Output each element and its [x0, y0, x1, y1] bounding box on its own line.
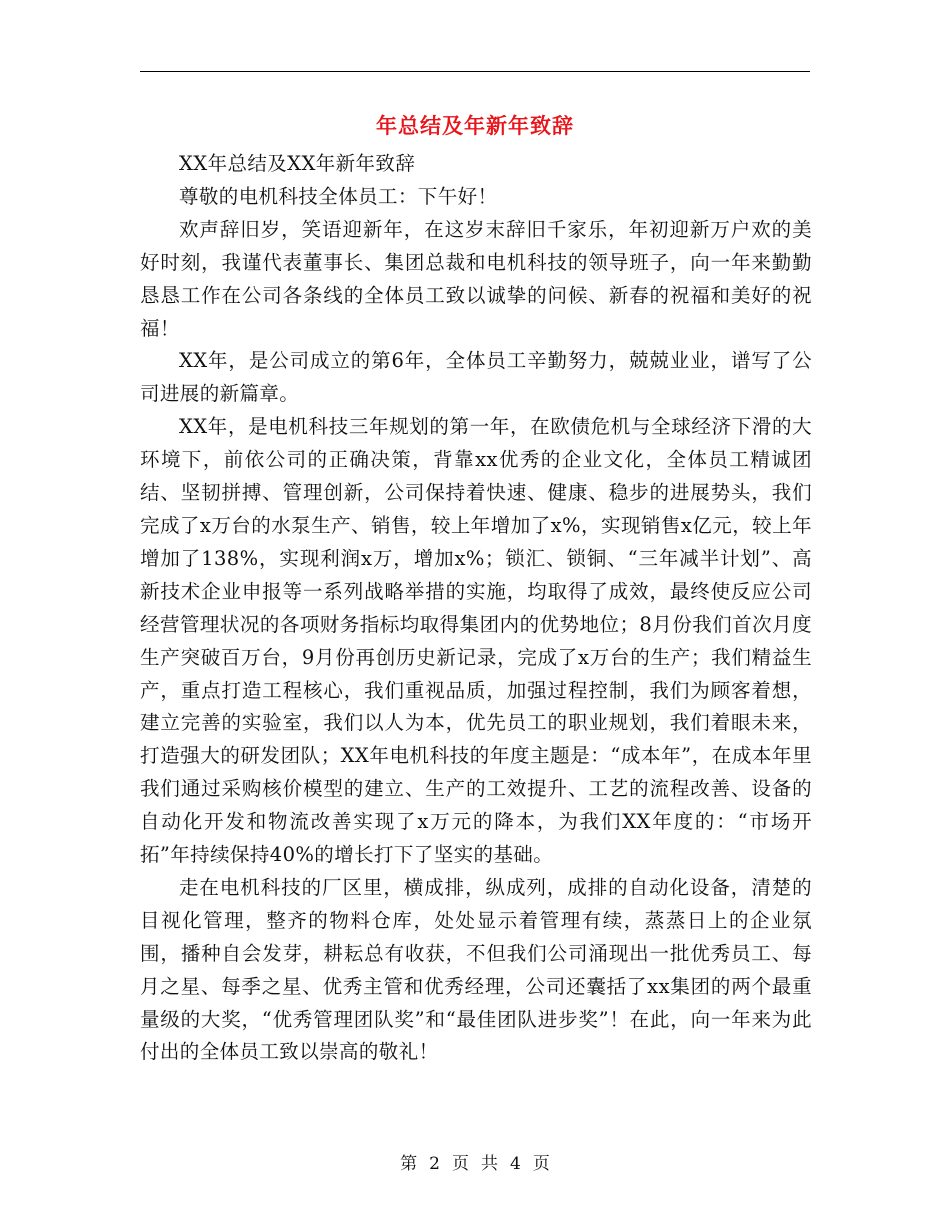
header-rule	[140, 71, 810, 72]
footer-page-suffix: 页	[532, 1154, 550, 1174]
paragraph-greeting: 欢声辞旧岁，笑语迎新年，在这岁末辞旧千家乐，年初迎新万户欢的美好时刻，我谨代表董事长、集团总裁和电机科技的领导班子，向一年来勤勤恳恳工作在公司各条线的全体员工致以诚挚的问候、新春的祝福和美好的祝福！	[140, 217, 812, 340]
document-title: 年总结及年新年致辞	[376, 113, 574, 138]
page-footer	[0, 1152, 950, 1176]
paragraph-sixth-year: XX年，是公司成立的第6年，全体员工辛勤努力，兢兢业业，谱写了公司进展的新篇章。	[140, 349, 812, 406]
paragraph-subtitle: XX年总结及XX年新年致辞	[179, 152, 416, 175]
footer-current-page: 2	[429, 1154, 440, 1174]
document-body	[140, 148, 812, 1069]
paragraph-salutation: 尊敬的电机科技全体员工：下午好！	[179, 184, 498, 208]
footer-prefix: 第	[400, 1154, 418, 1174]
paragraph-factory: 走在电机科技的厂区里，横成排，纵成列，成排的自动化设备，清楚的目视化管理，整齐的物料仓库，处处显示着管理有续，蒸蒸日上的企业氛围，播种自会发芽，耕耘总有收获，不但我们公司涌现出一批优秀员工、每月之星、每季之星、优秀主管和优秀经理，公司还囊括了xx集团的两个最重量级的大奖，“优秀管理团队奖”和“最佳团队进步奖”！在此，向一年来为此付出的全体员工致以崇高的敬礼！	[140, 875, 812, 1064]
footer-total-pages: 4	[510, 1154, 521, 1174]
paragraph-achievements: XX年，是电机科技三年规划的第一年，在欧债危机与全球经济下滑的大环境下，前依公司的正确决策，背靠xx优秀的企业文化，全体员工精诚团结、坚韧拼搏、管理创新，公司保持着快速、健康、稳步的进展势头，我们完成了x万台的水泵生产、销售，较上年增加了x%，实现销售x亿元，较上年增加了138%，实现利润x万，增加x%；锁汇、锁铜、“三年减半计划”、高新技术企业申报等一系列战略举措的实施，均取得了成效，最终使反应公司经营管理状况的各项财务指标均取得集团内的优势地位；8月份我们首次月度生产突破百万台，9月份再创历史新记录，完成了x万台的生产；我们精益生产，重点打造工程核心，我们重视品质，加强过程控制，我们为顾客着想，建立完善的实验室，我们以人为本，优先员工的职业规划，我们着眼未来，打造强大的研发团队；XX年电机科技的年度主题是：“成本年”，在成本年里我们通过采购核价模型的建立、生产的工效提升、工艺的流程改善、设备的自动化开发和物流改善实现了x万元的降本，为我们XX年度的：“市场开拓”年持续保持40%的增长打下了坚实的基础。	[140, 415, 812, 867]
footer-page-word: 页	[452, 1154, 469, 1174]
footer-total-prefix: 共	[481, 1154, 498, 1174]
